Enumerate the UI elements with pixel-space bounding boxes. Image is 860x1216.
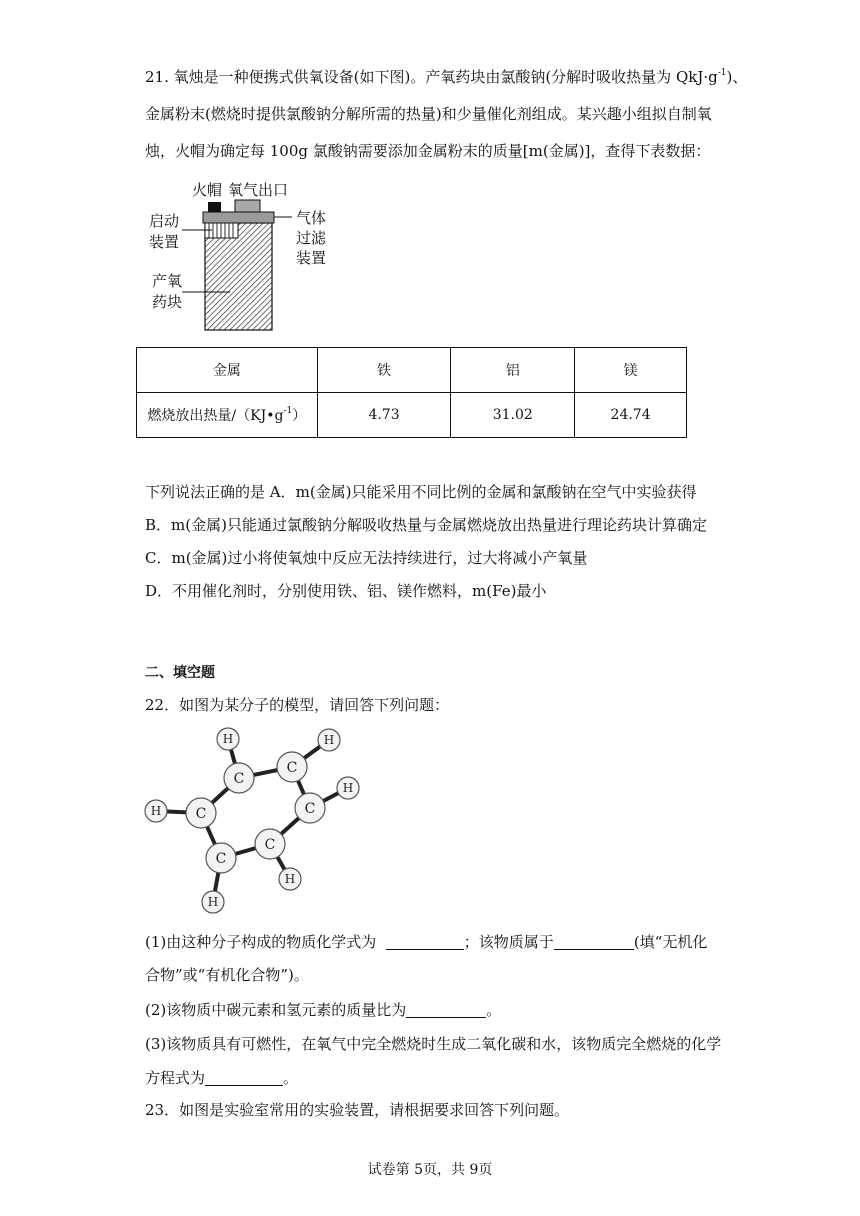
q22-part-3-line-1: (3)该物质具有可燃性，在氧气中完全燃烧时生成二氧化碳和水，该物质完全燃烧的化学 [145,1035,722,1053]
oxygen-candle-diagram [140,176,350,336]
q21-option-b: B．m(金属)只能通过氯酸钠分解吸收热量与金属燃烧放出热量进行理论药块计算确定 [145,516,707,534]
table-row-label: 燃烧放出热量$/(KJ•g^{-1})$ [137,393,318,438]
label-starter-2: 装置 [149,233,180,251]
carbon-label: C [304,801,316,817]
fire-cap [208,202,221,212]
table-header-aluminum: 铝 [451,348,575,393]
q21-option-d: D．不用催化剂时，分别使用铁、铝、镁作燃料，m(Fe)最小 [145,582,547,600]
hydrogen-label: H [342,781,354,795]
q22-part-1-line-2: 合物”或“有机化合物”)。 [145,966,309,984]
carbon-label: C [233,771,245,787]
table-header-label: 金属 [137,348,318,393]
q22-stem: 22．如图为某分子的模型，请回答下列问题： [145,696,450,714]
q21-line-3: 烛，火帽为确定每 100g 氯酸钠需要添加金属粉末的质量[m(金属)]，查得下表数据： [145,142,711,160]
metal-heat-table [136,347,687,438]
section-title: 二、填空题 [145,665,215,681]
hydrogen-label: H [150,804,162,818]
table-value-iron: 4.73 [317,393,451,438]
label-starter-1: 启动 [149,212,180,230]
hydrogen-label: H [222,732,234,746]
label-block-2: 药块 [152,293,183,311]
label-oxygen-outlet: 氧气出口 [228,181,289,199]
q21-option-c: C．m(金属)过小将使氧烛中反应无法持续进行，过大将减小产氧量 [145,549,588,567]
answer-blank[interactable] [386,935,464,950]
carbon-label: C [264,837,276,853]
q21-option-a: 下列说法正确的是 A．m(金属)只能采用不同比例的金属和氯酸钠在空气中实验获得 [145,483,697,501]
label-filter-3: 装置 [296,249,327,267]
table-row [137,348,687,393]
q22-part-1-line-1: (1)由这种分子构成的物质化学式为 ；该物质属于 (填“无机化 [145,933,708,951]
oxygen-outlet [235,200,260,212]
carbon-label: C [215,851,227,867]
hydrogen-label: H [207,895,219,909]
q21-line-1: 21. 氧烛是一种便携式供氧设备(如下图)。产氧药块由氯酸钠(分解时吸收热量为 $QkJ\cdot g^{-1}$)、 [145,68,748,86]
label-block-1: 产氧 [152,272,183,290]
molecule-model [140,722,370,922]
answer-blank[interactable] [205,1071,283,1086]
oxygen-producing-block [205,223,272,330]
table-header-magnesium: 镁 [575,348,687,393]
page-footer: 试卷第 5页，共 9页 [367,1162,493,1178]
answer-blank[interactable] [406,1003,486,1018]
q22-part-2: (2)该物质中碳元素和氢元素的质量比为 。 [145,1001,502,1019]
carbon-label: C [286,760,298,776]
hydrogen-label: H [323,733,335,747]
label-fire-cap: 火帽 [192,181,223,199]
hydrogen-label: H [284,872,296,886]
carbon-label: C [195,806,207,822]
label-filter-1: 气体 [296,209,327,227]
table-value-aluminum: 31.02 [451,393,575,438]
answer-blank[interactable] [554,935,634,950]
q21-line-2: 金属粉末(燃烧时提供氯酸钠分解所需的热量)和少量催化剂组成。某兴趣小组拟自制氧 [145,105,712,123]
q23-stem: 23．如图是实验室常用的实验装置，请根据要求回答下列问题。 [145,1101,570,1119]
table-value-magnesium: 24.74 [575,393,687,438]
table-header-iron: 铁 [317,348,451,393]
q22-part-3-line-2: 方程式为 。 [145,1069,299,1087]
label-filter-2: 过滤 [296,229,327,247]
table-row [137,393,687,438]
gas-filter-device [203,212,274,223]
